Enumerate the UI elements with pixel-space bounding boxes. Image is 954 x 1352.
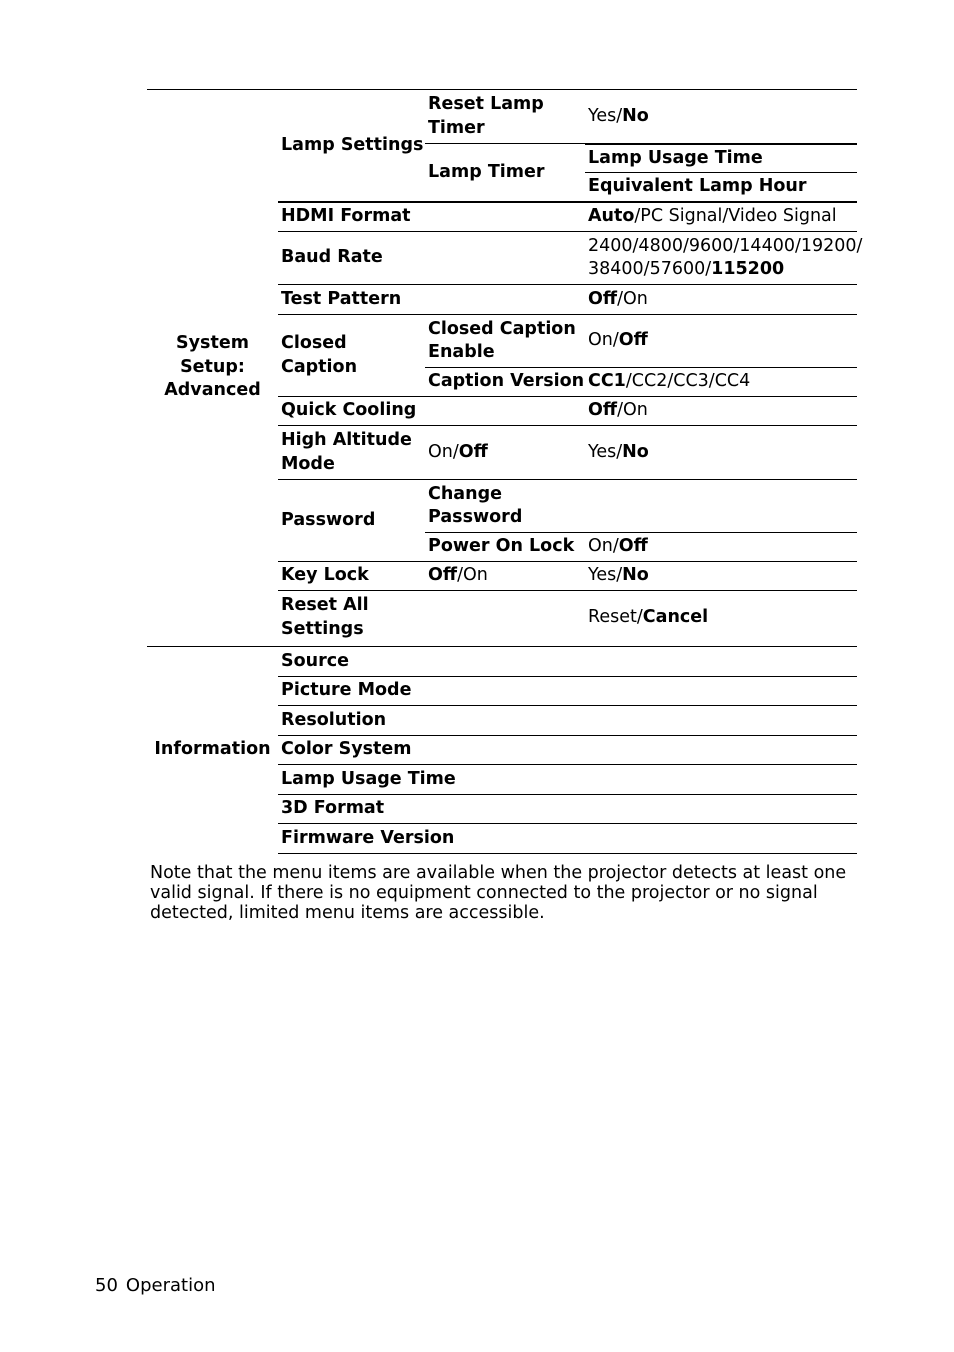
page-number: 50	[95, 1275, 118, 1296]
section-information: Information	[147, 647, 278, 854]
option-hdmi-format: Auto/PC Signal/Video Signal	[585, 202, 857, 232]
row-power-on-lock: Power On Lock	[425, 533, 585, 562]
info-item: Color System	[278, 735, 857, 765]
option-key-lock: Off/On	[425, 562, 585, 591]
info-item: Resolution	[278, 706, 857, 736]
menu-table	[147, 89, 863, 645]
row-lamp-timer: Lamp Timer	[425, 144, 585, 202]
row-high-altitude-mode: High Altitude Mode	[278, 426, 425, 480]
page-footer	[95, 1275, 223, 1296]
row-baud-rate: Baud Rate	[278, 232, 425, 285]
row-reset-lamp-timer: Reset Lamp Timer	[425, 90, 585, 144]
row-test-pattern: Test Pattern	[278, 285, 425, 315]
row-change-password: Change Password	[425, 480, 585, 533]
row-quick-cooling: Quick Cooling	[278, 397, 425, 426]
information-table	[147, 646, 857, 854]
row-key-lock: Key Lock	[278, 562, 425, 591]
info-item: 3D Format	[278, 794, 857, 824]
row-closed-caption: Closed Caption	[278, 315, 425, 397]
option-lamp-usage-time: Lamp Usage Time	[585, 144, 857, 173]
confirm-key-lock: Yes/No	[585, 562, 857, 591]
option-equivalent-lamp-hour: Equivalent Lamp Hour	[585, 173, 857, 202]
option-power-on-lock: On/Off	[585, 533, 857, 562]
note-paragraph: Note that the menu items are available when the projector detects at least one valid signal. If there is no equipment connected to the projector or no signal detected, limited menu items are accessible.	[150, 863, 847, 923]
option-quick-cooling: Off/On	[585, 397, 857, 426]
row-password: Password	[278, 480, 425, 562]
confirm-high-altitude-mode: Yes/No	[585, 426, 857, 480]
option-high-altitude-mode: On/Off	[425, 426, 585, 480]
option-reset-lamp-timer: Yes/No	[585, 90, 857, 144]
table-row	[147, 90, 857, 144]
info-item: Lamp Usage Time	[278, 765, 857, 795]
option-closed-caption-enable: On/Off	[585, 315, 857, 368]
row-lamp-settings: Lamp Settings	[278, 90, 425, 202]
option-baud-rate: 2400/4800/9600/14400/19200/ 38400/57600/115200	[585, 232, 857, 285]
option-caption-version: CC1/CC2/CC3/CC4	[585, 368, 857, 397]
info-item: Source	[278, 647, 857, 677]
option-test-pattern: Off/On	[585, 285, 857, 315]
section-system-setup-advanced: System Setup: Advanced	[147, 90, 278, 645]
option-reset-all-settings: Reset/Cancel	[585, 591, 857, 645]
table-row	[147, 647, 857, 677]
info-item: Firmware Version	[278, 824, 857, 854]
footer-section: Operation	[125, 1275, 216, 1296]
row-closed-caption-enable: Closed Caption Enable	[425, 315, 585, 368]
row-hdmi-format: HDMI Format	[278, 202, 425, 232]
row-caption-version: Caption Version	[425, 368, 585, 397]
info-item: Picture Mode	[278, 676, 857, 706]
row-reset-all-settings: Reset All Settings	[278, 591, 425, 645]
